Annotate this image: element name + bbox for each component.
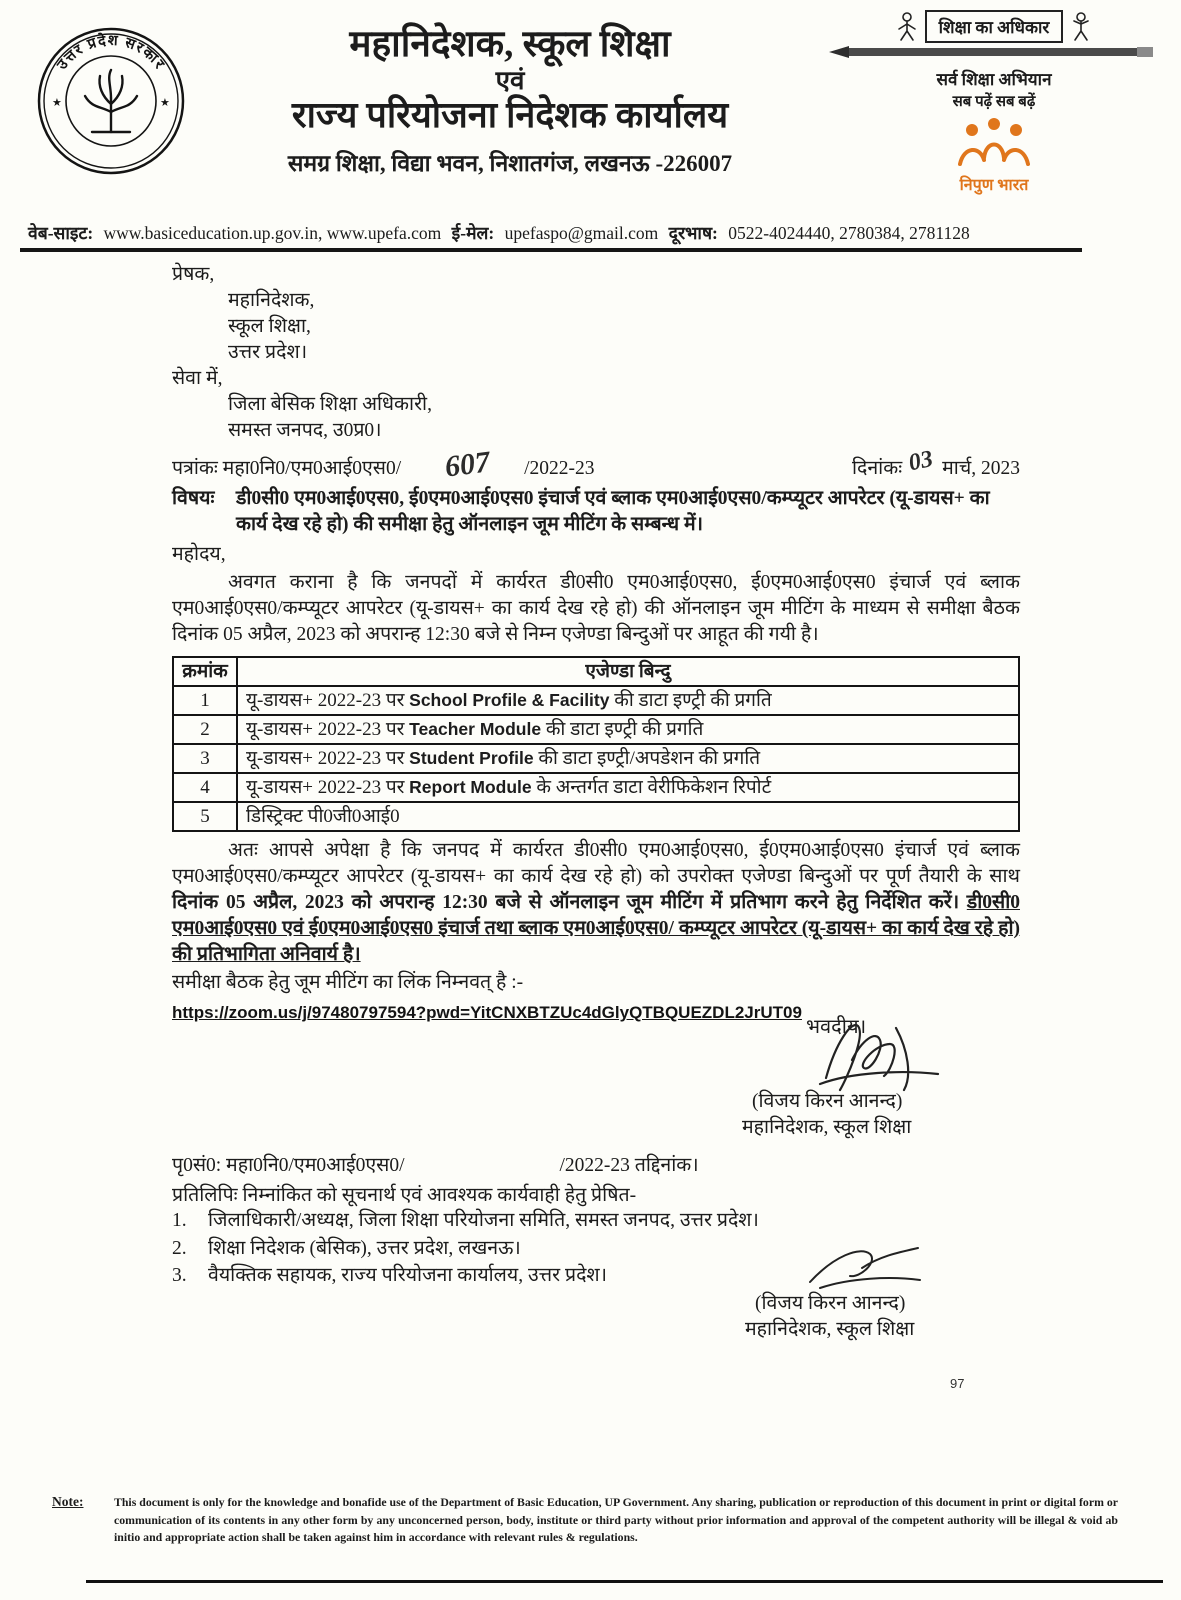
salutation: महोदय, xyxy=(172,544,226,565)
list-item xyxy=(172,1207,759,1235)
subject-line xyxy=(172,486,1020,538)
bottom-divider xyxy=(86,1580,1163,1583)
website-label: वेब-साइट: xyxy=(28,223,94,243)
up-government-seal xyxy=(36,26,186,176)
letter-number-label: पत्रांकः महा0नि0/एम0आई0एस0/ xyxy=(172,458,402,479)
handwritten-letter-number: 607 xyxy=(443,445,492,484)
letterhead xyxy=(195,24,825,178)
letter-number xyxy=(172,445,595,484)
agenda-module-name: School Profile & Facility xyxy=(409,690,610,710)
endorsement-number: पृ0सं0: महा0नि0/एम0आई0एस0/ xyxy=(172,1155,405,1176)
table-row xyxy=(173,715,1019,744)
paragraph-1: अवगत कराना है कि जनपदों में कार्यरत डी0सी0 एम0आई0एस0, ई0एम0आई0एस0 इंचार्ज एवं ब्लाक एम0आई0एस0/कम्प्यूटर आपरेटर (यू-डायस+ का कार्य देख रहे हो) की ऑनलाइन जूम मीटिंग के माध्यम से समीक्षा बैठक दिनांक 05 अप्रैल, 2023 को अपरान्ह 12:30 बजे से निम्न एजेण्डा बिन्दुओं पर आहूत की गयी है। xyxy=(172,572,1020,645)
agenda-module-name: Report Module xyxy=(409,777,532,797)
agenda-item xyxy=(237,744,1019,773)
subject-label: विषयः xyxy=(172,488,215,509)
paragraph-2-underlined: डी0सी0 एम0आई0एस0 एवं ई0एम0आई0एस0 इंचार्ज तथा ब्लाक एम0आई0एस0/ कम्प्यूटर आपरेटर (यू-डायस+ का कार्य देख रहे हो) की प्रतिभागिता अनिवार्य है। xyxy=(172,892,1020,965)
agenda-item xyxy=(237,802,1019,831)
email-value: upefaspo@gmail.com xyxy=(504,223,659,243)
copy-heading: प्रतिलिपिः निम्नांकित को सूचनार्थ एवं आवश्यक कार्यवाही हेतु प्रेषित- xyxy=(172,1185,637,1206)
from-line: महानिदेशक, xyxy=(228,290,315,311)
paragraph-2-bold: दिनांक 05 अप्रैल, 2023 को अपरान्ह 12:30 बजे से ऑनलाइन जूम मीटिंग में प्रतिभाग करने हेतु निर्देशित करें। xyxy=(172,892,967,913)
from-line: स्कूल शिक्षा, xyxy=(228,316,311,337)
nipun-bharat-logo xyxy=(818,116,1170,195)
reference-line xyxy=(172,445,1020,484)
agenda-text: यू-डायस+ 2022-23 पर xyxy=(246,690,410,711)
rte-badge: शिक्षा का अधिकार xyxy=(925,10,1064,43)
ssa-tagline: सब पढ़ें सब बढ़ें xyxy=(952,94,1036,110)
contact-line xyxy=(28,221,1153,245)
subject-text: डी0सी0 एम0आई0एस0, ई0एम0आई0एस0 इंचार्ज एवं ब्लाक एम0आई0एस0/कम्प्यूटर आपरेटर (यू-डायस+ का कार्य देख रहे हो) की समीक्षा हेतु ऑनलाइन जूम मीटिंग के सम्बन्ध में। xyxy=(236,488,990,535)
zoom-link-intro: समीक्षा बैठक हेतु जूम मीटिंग का लिंक निम्नवत् है :- xyxy=(172,972,524,993)
paragraph-2-text: अतः आपसे अपेक्षा है कि जनपद में कार्यरत डी0सी0 एम0आई0एस0, ई0एम0आई0एस0 इंचार्ज एवं ब्लाक एम0आई0एस0/कम्प्यूटर आपरेटर (यू-डायस+ का कार्य देख रहे हो) को उपरोक्त एजेण्डा बिन्दुओं पर पूर्ण तैयारी के साथ xyxy=(172,840,1020,887)
to-line: समस्त जनपद, उ0प्र0। xyxy=(228,420,382,441)
office-title-line2: एवं xyxy=(495,65,525,95)
header-divider xyxy=(20,248,1082,252)
tree-emblem xyxy=(85,70,137,132)
table-row xyxy=(173,686,1019,715)
from-block xyxy=(172,262,1020,366)
letter-body xyxy=(172,262,1020,1026)
copy-item-number: 3. xyxy=(172,1265,187,1286)
email-label: ई-मेल: xyxy=(451,223,495,243)
endorsement-line xyxy=(172,1150,699,1177)
signature-1 xyxy=(812,1014,952,1092)
nipun-bharat-label: निपुण भारत xyxy=(959,177,1029,194)
agenda-text: यू-डायस+ 2022-23 पर xyxy=(246,777,410,798)
agenda-text: के अन्तर्गत डाटा वेरीफिकेशन रिपोर्ट xyxy=(531,777,772,798)
agenda-serial: 3 xyxy=(173,744,237,773)
handwritten-date: 03 xyxy=(906,445,936,477)
agenda-serial: 2 xyxy=(173,715,237,744)
to-line: जिला बेसिक शिक्षा अधिकारी, xyxy=(228,394,432,415)
copy-item-text: शिक्षा निदेशक (बेसिक), उत्तर प्रदेश, लखनऊ। xyxy=(208,1237,521,1259)
child-reading-icon xyxy=(894,11,920,43)
agenda-text: की डाटा इण्ट्री की प्रगति xyxy=(609,690,772,711)
note-label: Note: xyxy=(52,1494,84,1509)
confidentiality-note xyxy=(52,1494,1118,1547)
list-item xyxy=(172,1235,759,1263)
agenda-header-row xyxy=(173,657,1019,686)
svg-text:उत्तर प्रदेश सरकार: उत्तर प्रदेश सरकार xyxy=(54,32,168,73)
copy-list xyxy=(172,1207,759,1290)
table-row xyxy=(173,773,1019,802)
agenda-text: की डाटा इण्ट्री की प्रगति xyxy=(541,719,704,740)
child-writing-icon xyxy=(1068,11,1094,43)
agenda-serial: 5 xyxy=(173,802,237,831)
signatory-title: महानिदेशक, स्कूल शिक्षा xyxy=(742,1117,912,1138)
svg-text:★: ★ xyxy=(52,97,62,109)
signatory-name: (विजय किरन आनन्द) xyxy=(755,1293,906,1314)
office-title-line3: राज्य परियोजना निदेशक कार्यालय xyxy=(291,95,729,136)
agenda-table xyxy=(172,656,1020,832)
closing-word: भवदीय। xyxy=(806,1016,867,1038)
svg-text:★: ★ xyxy=(160,97,170,109)
date-text: मार्च, 2023 xyxy=(942,458,1020,479)
letter-number-suffix: /2022-23 xyxy=(524,458,595,479)
from-label: प्रेषक, xyxy=(172,264,215,285)
from-line: उत्तर प्रदेश। xyxy=(228,342,308,363)
agenda-text: डिस्ट्रिक्ट पी0जी0आई0 xyxy=(246,806,400,827)
nipun-figures-icon xyxy=(946,116,1042,172)
office-title-line1: महानिदेशक, स्कूल शिक्षा xyxy=(349,24,671,65)
agenda-item xyxy=(237,715,1019,744)
agenda-serial: 1 xyxy=(173,686,237,715)
phone-label: दूरभाष: xyxy=(668,223,718,243)
signatory-name: (विजय किरन आनन्द) xyxy=(752,1091,903,1112)
note-text: This document is only for the knowledge and bonafide use of the Department of Basic Education, UP Government. Any sharing, publication or reproduction of this document in print or digital form or communication of its contents in any other form by any unconcerned person, body, institute or third party without prior information and approval of the competent authority will be illegal & void ab initio and appropriate action shall be taken against him in accordance with relevant rules & regulations. xyxy=(114,1495,1118,1545)
pencil-illustration xyxy=(829,45,1159,59)
signature-2 xyxy=(800,1238,930,1294)
agenda-module-name: Student Profile xyxy=(409,748,534,768)
agenda-col-serial: क्रमांक xyxy=(173,657,237,686)
ssa-label: सर्व शिक्षा अभियान xyxy=(936,70,1052,89)
agenda-module-name: Teacher Module xyxy=(409,719,542,739)
header-badges xyxy=(818,10,1170,195)
letter-date xyxy=(851,445,1020,482)
copy-item-text: जिलाधिकारी/अध्यक्ष, जिला शिक्षा परियोजना समिति, समस्त जनपद, उत्तर प्रदेश। xyxy=(208,1210,759,1231)
to-block xyxy=(172,366,1020,444)
table-row xyxy=(173,802,1019,831)
agenda-col-item: एजेण्डा बिन्दु xyxy=(237,657,1019,686)
to-label: सेवा में, xyxy=(172,368,223,389)
agenda-serial: 4 xyxy=(173,773,237,802)
copy-item-number: 2. xyxy=(172,1237,187,1259)
date-label: दिनांकः xyxy=(851,458,903,479)
copy-item-text: वैयक्तिक सहायक, राज्य परियोजना कार्यालय, उत्तर प्रदेश। xyxy=(208,1265,608,1286)
website-urls: www.basiceducation.up.gov.in, www.upefa.com xyxy=(103,223,442,243)
office-address: समग्र शिक्षा, विद्या भवन, निशातगंज, लखनऊ -226007 xyxy=(287,150,733,176)
copy-item-number: 1. xyxy=(172,1210,187,1231)
agenda-text: यू-डायस+ 2022-23 पर xyxy=(246,719,410,740)
paragraph-2 xyxy=(172,838,1020,968)
agenda-text: की डाटा इण्ट्री/अपडेशन की प्रगति xyxy=(533,748,761,769)
agenda-item xyxy=(237,686,1019,715)
zoom-meeting-link[interactable]: https://zoom.us/j/97480797594?pwd=YitCNXBTZUc4dGlyQTBQUEZDL2JrUT09 xyxy=(172,1003,802,1022)
agenda-text: यू-डायस+ 2022-23 पर xyxy=(246,748,410,769)
list-item xyxy=(172,1262,759,1290)
agenda-item xyxy=(237,773,1019,802)
page-number: 97 xyxy=(950,1376,965,1391)
phone-numbers: 0522-4024440, 2780384, 2781128 xyxy=(728,223,970,243)
signatory-title: महानिदेशक, स्कूल शिक्षा xyxy=(745,1319,915,1340)
table-row xyxy=(173,744,1019,773)
endorsement-suffix: /2022-23 तद्दिनांक। xyxy=(559,1155,699,1176)
